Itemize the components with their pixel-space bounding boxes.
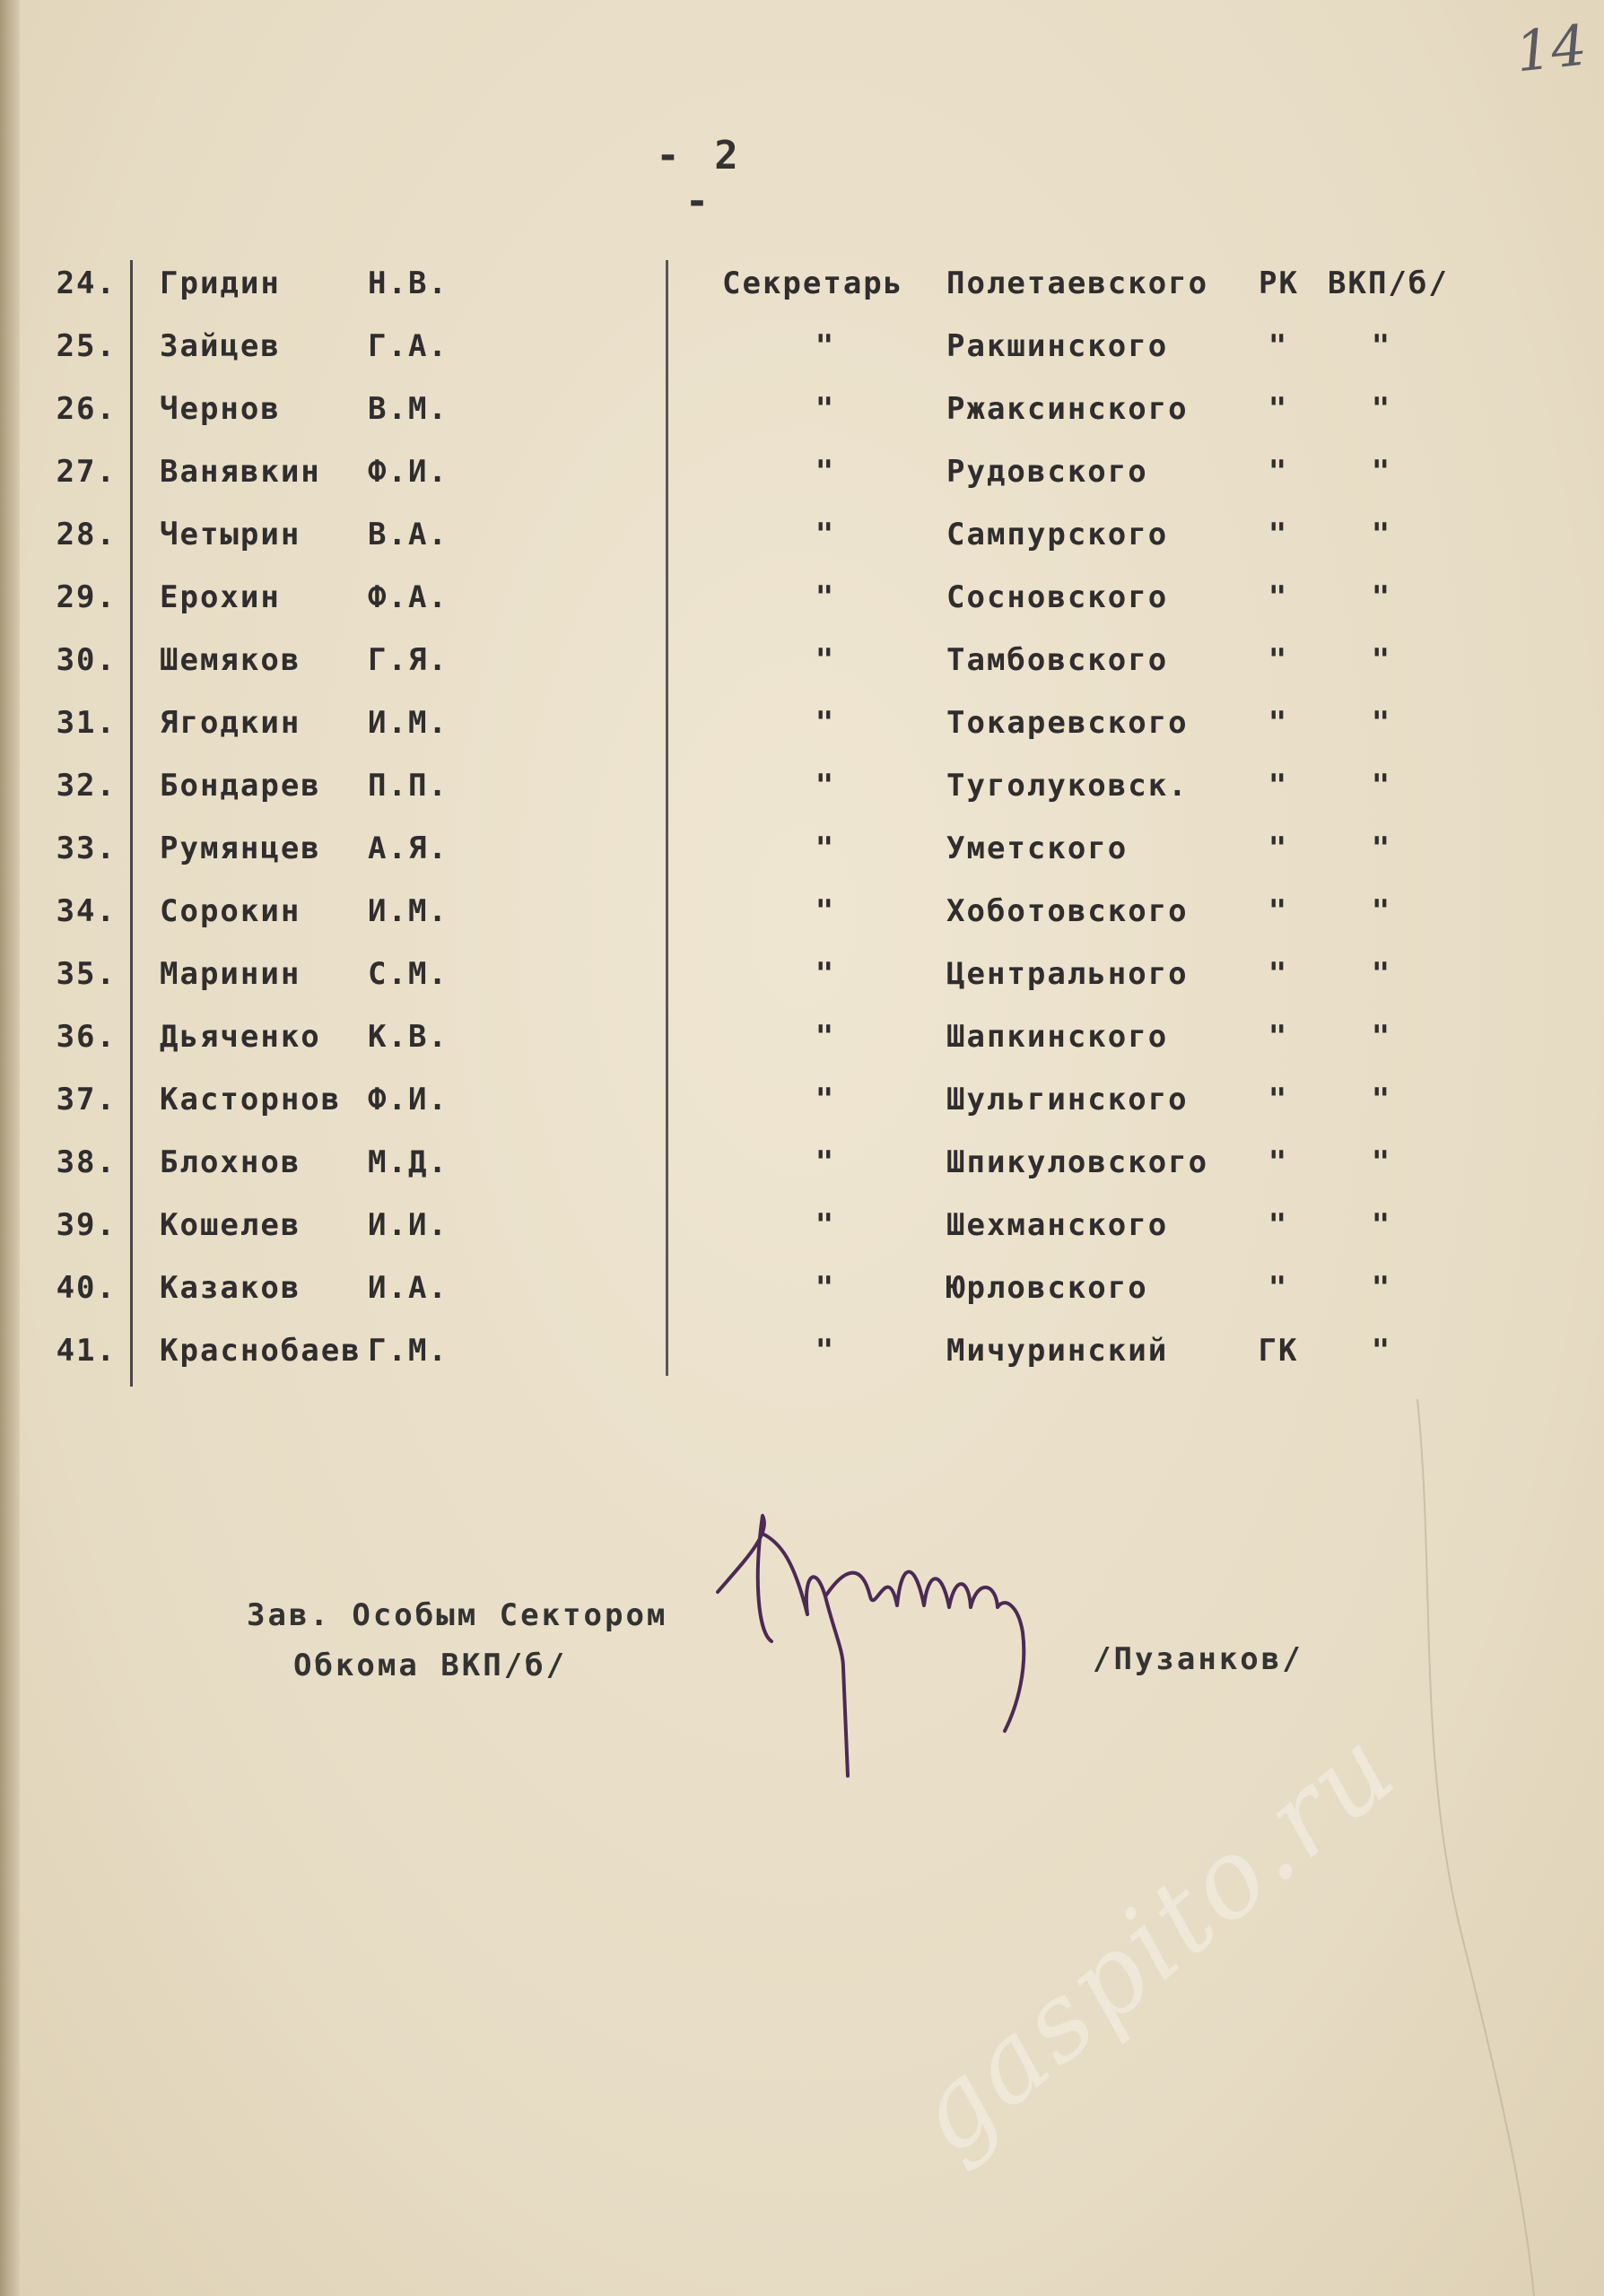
row-number: 29.	[56, 579, 117, 615]
committee-type: "	[1268, 454, 1289, 490]
surname: Ягодкин	[160, 705, 301, 741]
initials: М.Д.	[368, 1144, 449, 1180]
party: "	[1371, 1333, 1392, 1369]
committee-type: "	[1268, 517, 1289, 552]
district: Шульгинского	[946, 1082, 1189, 1118]
district: Тамбовского	[946, 642, 1169, 678]
position: "	[815, 1270, 836, 1306]
district: Уметского	[946, 831, 1129, 866]
list-row	[0, 822, 1604, 884]
row-number: 32.	[56, 768, 117, 804]
surname: Румянцев	[160, 831, 321, 866]
initials: В.А.	[368, 517, 449, 552]
list-row	[0, 382, 1604, 445]
party: "	[1371, 768, 1392, 804]
position: "	[815, 517, 836, 552]
party: "	[1371, 454, 1392, 490]
list-row	[0, 1198, 1604, 1261]
initials: Ф.И.	[368, 1082, 449, 1118]
initials: Г.А.	[368, 328, 449, 364]
initials: И.М.	[368, 705, 449, 741]
list-row	[0, 759, 1604, 822]
position: "	[815, 893, 836, 929]
row-number: 24.	[56, 265, 117, 301]
row-number: 35.	[56, 956, 117, 992]
row-number: 37.	[56, 1082, 117, 1118]
initials: И.А.	[368, 1270, 449, 1306]
list-row	[0, 445, 1604, 508]
district: Ракшинского	[946, 328, 1169, 364]
page-number: - 2 -	[656, 133, 744, 224]
initials: П.П.	[368, 768, 449, 804]
surname: Ванявкин	[160, 454, 321, 490]
list-row	[0, 1010, 1604, 1073]
district: Сампурского	[946, 517, 1169, 552]
position: "	[815, 1333, 836, 1369]
surname: Маринин	[160, 956, 301, 992]
initials: Ф.А.	[368, 579, 449, 615]
watermark: gaspito.ru	[888, 1704, 1420, 2179]
surname: Краснобаев	[160, 1333, 362, 1369]
committee-type: ГК	[1258, 1333, 1299, 1369]
party: "	[1371, 705, 1392, 741]
list-row	[0, 257, 1604, 319]
initials: И.И.	[368, 1207, 449, 1243]
committee-type: "	[1268, 391, 1289, 427]
party: ВКП/б/	[1328, 265, 1449, 301]
row-number: 39.	[56, 1207, 117, 1243]
party: "	[1371, 391, 1392, 427]
committee-type: "	[1268, 1082, 1289, 1118]
initials: И.М.	[368, 893, 449, 929]
row-number: 26.	[56, 391, 117, 427]
district: Ржаксинского	[946, 391, 1189, 427]
initials: Г.М.	[368, 1333, 449, 1369]
party: "	[1371, 1082, 1392, 1118]
district: Шпикуловского	[946, 1144, 1209, 1180]
district: Рудовского	[946, 454, 1148, 490]
committee-type: "	[1268, 1207, 1289, 1243]
position: "	[815, 1207, 836, 1243]
committee-type: "	[1268, 579, 1289, 615]
row-number: 30.	[56, 642, 117, 678]
surname: Бондарев	[160, 768, 321, 804]
position: Секретарь	[722, 265, 904, 301]
initials: Ф.И.	[368, 454, 449, 490]
signer-title-line2: Обкома ВКП/б/	[293, 1648, 568, 1683]
initials: В.М.	[368, 391, 449, 427]
party: "	[1371, 517, 1392, 552]
surname: Чернов	[160, 391, 281, 427]
secretaries-list	[0, 257, 1604, 1387]
district: Шапкинского	[946, 1019, 1169, 1055]
row-number: 38.	[56, 1144, 117, 1180]
row-number: 41.	[56, 1333, 117, 1369]
committee-type: "	[1268, 893, 1289, 929]
position: "	[815, 1019, 836, 1055]
position: "	[815, 1082, 836, 1118]
initials: Г.Я.	[368, 642, 449, 678]
district: Токаревского	[946, 705, 1189, 741]
committee-type: "	[1268, 1270, 1289, 1306]
district: Центрального	[946, 956, 1189, 992]
party: "	[1371, 893, 1392, 929]
row-number: 36.	[56, 1019, 117, 1055]
position: "	[815, 768, 836, 804]
committee-type: "	[1268, 956, 1289, 992]
party: "	[1371, 956, 1392, 992]
party: "	[1371, 1019, 1392, 1055]
list-row	[0, 696, 1604, 759]
district: Мичуринский	[946, 1333, 1169, 1369]
surname: Блохнов	[160, 1144, 301, 1180]
district: Хоботовского	[946, 893, 1189, 929]
committee-type: РК	[1259, 265, 1299, 301]
row-number: 27.	[56, 454, 117, 490]
district: Полетаевского	[946, 265, 1209, 301]
row-number: 28.	[56, 517, 117, 552]
party: "	[1371, 831, 1392, 866]
list-row	[0, 947, 1604, 1010]
surname: Шемяков	[160, 642, 301, 678]
district: Шехманского	[946, 1207, 1169, 1243]
row-number: 25.	[56, 328, 117, 364]
party: "	[1371, 1270, 1392, 1306]
position: "	[815, 454, 836, 490]
initials: К.В.	[368, 1019, 449, 1055]
list-row	[0, 884, 1604, 947]
committee-type: "	[1268, 831, 1289, 866]
committee-type: "	[1268, 1019, 1289, 1055]
party: "	[1371, 579, 1392, 615]
surname: Касторнов	[160, 1082, 342, 1118]
position: "	[815, 391, 836, 427]
list-row	[0, 1073, 1604, 1135]
surname: Гридин	[160, 265, 281, 301]
district: Сосновского	[946, 579, 1169, 615]
surname: Кошелев	[160, 1207, 301, 1243]
party: "	[1371, 1144, 1392, 1180]
pencil-mark	[1382, 1399, 1561, 2296]
party: "	[1371, 1207, 1392, 1243]
row-number: 34.	[56, 893, 117, 929]
handwritten-signature	[709, 1507, 1068, 1794]
district: Туголуковск.	[946, 768, 1189, 804]
list-row	[0, 633, 1604, 696]
list-row	[0, 1261, 1604, 1324]
initials: С.М.	[368, 956, 449, 992]
list-row	[0, 570, 1604, 633]
surname: Ерохин	[160, 579, 281, 615]
list-row	[0, 319, 1604, 382]
surname: Зайцев	[160, 328, 281, 364]
position: "	[815, 328, 836, 364]
surname: Казаков	[160, 1270, 301, 1306]
list-row	[0, 508, 1604, 570]
initials: Н.В.	[368, 265, 449, 301]
surname: Дьяченко	[160, 1019, 321, 1055]
row-number: 31.	[56, 705, 117, 741]
party: "	[1371, 642, 1392, 678]
surname: Четырин	[160, 517, 301, 552]
committee-type: "	[1268, 1144, 1289, 1180]
position: "	[815, 642, 836, 678]
position: "	[815, 831, 836, 866]
position: "	[815, 579, 836, 615]
surname: Сорокин	[160, 893, 301, 929]
position: "	[815, 956, 836, 992]
position: "	[815, 705, 836, 741]
list-row	[0, 1135, 1604, 1198]
signature-block	[247, 1590, 667, 1691]
list-row	[0, 1324, 1604, 1387]
district: Юрловского	[946, 1270, 1148, 1306]
row-number: 40.	[56, 1270, 117, 1306]
committee-type: "	[1268, 328, 1289, 364]
committee-type: "	[1268, 768, 1289, 804]
row-number: 33.	[56, 831, 117, 866]
archive-page-mark: 14	[1512, 12, 1591, 85]
signer-name: /Пузанков/	[1093, 1641, 1303, 1677]
position: "	[815, 1144, 836, 1180]
initials: А.Я.	[368, 831, 449, 866]
party: "	[1371, 328, 1392, 364]
committee-type: "	[1268, 705, 1289, 741]
signer-title-line1: Зав. Особым Сектором	[247, 1597, 668, 1633]
committee-type: "	[1268, 642, 1289, 678]
